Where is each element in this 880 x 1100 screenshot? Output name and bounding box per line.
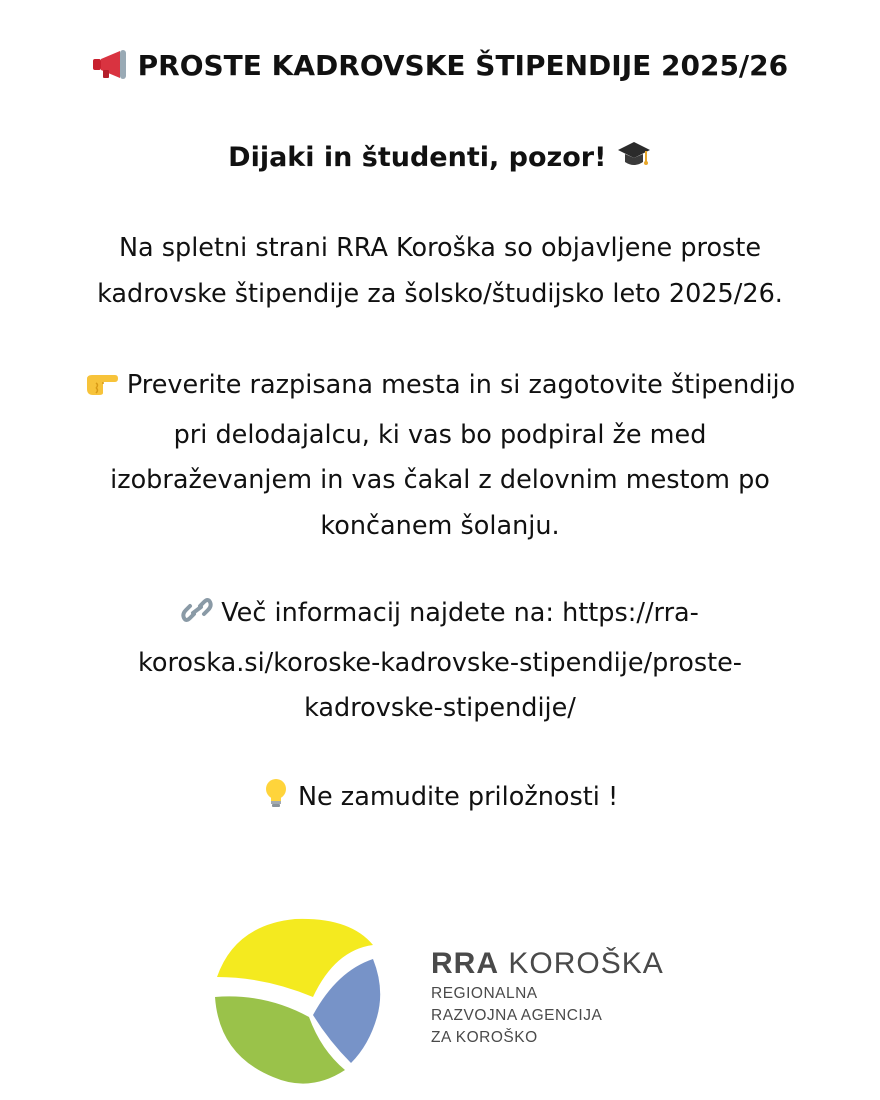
info-line: Več informacij najdete na: https://rra- — [221, 598, 699, 628]
closing-line — [10, 775, 870, 825]
info-paragraph — [10, 591, 870, 732]
closing-wrap — [10, 775, 870, 825]
instructions-line: pri delodajalcu, ki vas bo podpiral že med — [173, 419, 707, 450]
title-text: PROSTE KADROVSKE ŠTIPENDIJE 2025/26 — [137, 49, 789, 82]
closing-text: Ne zamudite priložnosti ! — [297, 782, 619, 812]
intro-line: kadrovske štipendije za šolsko/študijsko leto 2025/26. — [97, 278, 783, 309]
logo-brand-bold: RRA — [431, 947, 499, 980]
logo-mark-icon — [205, 905, 395, 1095]
graduation-cap-icon — [616, 138, 652, 184]
info-url-line: koroska.si/koroske-kadrovske-stipendije/proste- — [137, 647, 742, 678]
pointing-hand-icon — [85, 367, 119, 413]
rra-koroska-logo — [205, 905, 695, 1095]
subtitle — [0, 136, 880, 184]
intro-paragraph — [10, 226, 870, 317]
logo-sub-line: ZA KOROŠKO — [431, 1029, 538, 1046]
logo-text — [431, 945, 664, 1049]
link-icon — [181, 595, 213, 641]
subtitle-text: Dijaki in študenti, pozor! — [228, 142, 607, 173]
intro-line: Na spletni strani RRA Koroška so objavljene proste — [118, 233, 762, 263]
logo-sub-line: REGIONALNA — [431, 985, 538, 1002]
instructions-line-first — [10, 363, 870, 413]
page-title — [0, 42, 880, 94]
instructions-line: izobraževanjem in vas čakal z delovnim mestom po — [110, 465, 770, 495]
instructions-paragraph — [10, 363, 870, 549]
logo-brand — [431, 945, 664, 983]
instructions-line: končanem šolanju. — [320, 510, 560, 541]
info-url-line: kadrovske-stipendije/ — [304, 693, 576, 723]
megaphone-icon — [92, 46, 128, 94]
logo-brand-light: KOROŠKA — [508, 947, 664, 980]
info-line-first — [10, 591, 870, 641]
instructions-line: Preverite razpisana mesta in si zagotovite štipendijo — [126, 370, 796, 400]
logo-sub-line: RAZVOJNA AGENCIJA — [431, 1007, 603, 1024]
lightbulb-icon — [262, 777, 290, 825]
